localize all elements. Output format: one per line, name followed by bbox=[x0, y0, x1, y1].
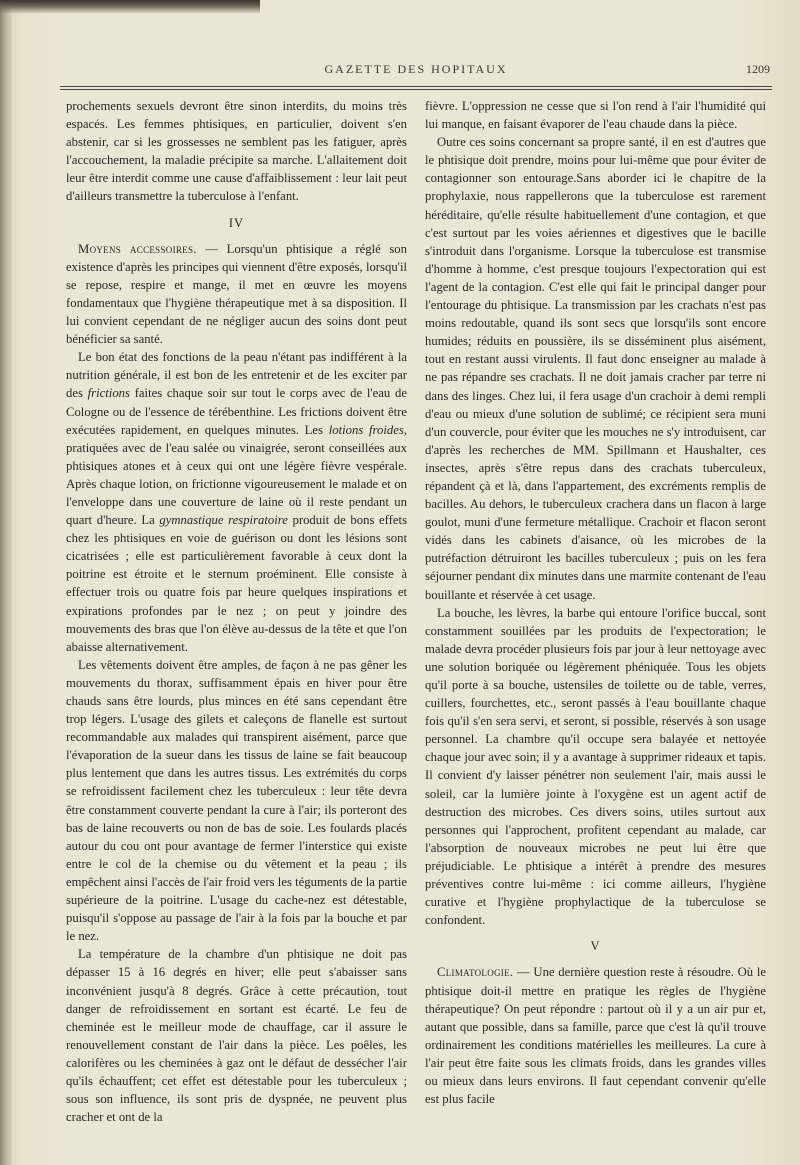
running-title: GAZETTE DES HOPITAUX bbox=[324, 62, 508, 76]
paragraph-text: Le bon état des fonctions de la peau n'étant pas indifférent à la nutrition générale, il est bon de les entretenir et de les exciter par des bbox=[66, 350, 407, 401]
paragraph: Les vêtements doivent être amples, de façon à ne pas gêner les mouvements du thorax, suffisamment épais en hiver pour être chauds sans être lourds, plus minces en été sans cependant être trop légers. L'usage des gilets et caleçons de flanelle est surtout recommandable aux malades qui transpirent aisément, parce que l'évaporation de la sueur dans les tissus de laine se fait beaucoup plus lentement que dans les autres tissus. Les extrémités du corps se refroidissent facilement chez les tuberculeux : leur tête devra être constamment couverte pendant la cure à l'air; ils porteront des bas de laine recouverts ou non de bas de soie. Les foulards placés autour du cou ont pour avantage de fermer l'interstice qui existe entre le col de la chemise ou du vêtement et la peau ; ils empêchent ainsi l'accès de l'air froid vers les téguments de la partie supérieure de la poitrine. L'usage du cache-nez est détestable, puisqu'il s'oppose au passage de l'air à la fois par la bouche et par le nez. bbox=[66, 657, 407, 944]
italic-term: frictions bbox=[87, 386, 130, 401]
section-lead: Climatologie. bbox=[437, 965, 514, 980]
header-rule-bottom bbox=[60, 89, 772, 90]
paragraph: La température de la chambre d'un phtisique ne doit pas dépasser 15 à 16 degrés en hiver; elle peut s'abaisser sans inconvénient jusqu'à 8 degrés. Grâce à cette précaution, tout danger de refroidissement en sortant est écarté. Le feu de cheminée est le meilleur mode de chauffage, car il assure le renouvellement constant de l'air dans la pièce. Les poêles, les calorifères ou les cheminées à gaz ont le défaut de dessécher l'air qu'ils échauffent; cet effet est détestable pour les tuberculeux ; sous son influence, ils sont pris de dyspnée, ne peuvent plus cracher et ont de la bbox=[66, 947, 407, 1125]
section-lead: Moyens accessoires. bbox=[78, 241, 197, 256]
paragraph bbox=[66, 348, 407, 656]
paragraph-text: , pratiquées avec de l'eau salée ou vinaigrée, seront conseillées aux phtisiques atones et à ceux qui ont une légère fièvre vespérale. Après chaque lotion, on frictionne vigoureusement le malade et on l'enveloppe dans une couverture de laine où il reste pendant un quart d'heure. La bbox=[66, 422, 407, 528]
page-number: 1209 bbox=[746, 62, 770, 76]
paragraph: prochements sexuels devront être sinon interdits, du moins très espacés. Les femmes phtisiques, en particulier, doivent s'en abstenir, car si les grossesses ne semblent pas les fatiguer, après l'accouchement, la maladie précipite sa marche. L'allaitement doit leur être interdit comme une cause d'affaiblissement : leur lait peut d'ailleurs transmettre la tuberculose à l'enfant. bbox=[66, 99, 407, 204]
header-rule-top bbox=[60, 86, 772, 87]
paragraph: fièvre. L'oppression ne cesse que si l'on rend à l'air l'humidité qui lui manque, en faisant évaporer de l'eau chaude dans la pièce. bbox=[425, 99, 766, 132]
right-column bbox=[425, 97, 766, 1108]
paragraph bbox=[425, 963, 766, 1108]
paragraph: Outre ces soins concernant sa propre santé, il en est d'autres que le phtisique doit prendre, moins pour lui-même que pour éviter de contagionner son entourage.Sans aborder ici le chapitre de la prophylaxie, nous rappellerons que la tuberculose est rarement héréditaire, qu'elle résulte habituellement d'une contagion, et que c'est surtout par les voies aériennes et digestives que le bacille s'introduit dans l'organisme. Lorsque la tuberculose est transmise d'homme à homme, c'est presque toujours l'expectoration qui est l'agent de la contagion. C'est elle qui fait le principal danger pour l'entourage du phtisique. La transmission par les crachats n'est pas moins redoutable, quand ils sont secs que lorsqu'ils sont encore humides; réduits en poussière, ils se disséminent plus aisément, tout en restant aussi virulents. Il faut donc enseigner au malade à ne pas répandre ses crachats. Il ne doit jamais cracher par terre ni dans des linges. Chez lui, il fera usage d'un crachoir à demi rempli d'eau ou mieux d'une solution de sublimé; ce récipient sera muni d'un couvercle, pour éviter que les mouches ne s'y introduisent, car d'après les recherches de MM. Spillmann et Haushalter, ces insectes, après s'être repus dans des crachats tuberculeux, répandent çà et là, dans l'appartement, des excréments remplis de bacilles. Au dehors, le tuberculeux crachera dans un flacon à large goulot, muni d'une fermeture métallique. Crachoir et flacon seront vidés dans les cabinets d'aisance, où les microbes de la putréfaction détruiront les bacilles tuberculeux ; puis on les fera séjourner pendant dix minutes dans une marmite contenant de l'eau bouillante et réservée à cet usage. bbox=[425, 135, 766, 602]
paragraph-text: — Lorsqu'un phtisique a réglé son existence d'après les principes qui viennent d'être exposés, lorsqu'il se repose, respire et mange, il met en œuvre les moyens fondamentaux que l'hygiène thérapeutique met à sa disposition. Il lui convient cependant de ne négliger aucun des soins dont peut bénéficier sa santé. bbox=[66, 241, 407, 347]
section-numeral-v: V bbox=[590, 939, 601, 954]
italic-term: gymnastique respiratoire bbox=[159, 513, 288, 528]
paragraph: La bouche, les lèvres, la barbe qui entoure l'orifice buccal, sont constamment souillées par les produits de l'expectoration; le malade devra procéder plusieurs fois par jour à leur nettoyage avec une solution boriquée ou légèrement phéniquée. Tous les objets qu'il porte à sa bouche, ustensiles de toilette ou de table, verres, cuillers, fourchettes, etc., seront passés à l'eau bouillante chaque fois qu'il s'en sera servi, et seront, si possible, réservés à son usage personnel. La chambre qu'il occupe sera balayée et nettoyée chaque jour avec soin; il y a avantage à supprimer rideaux et tapis. Il convient d'y laisser pénétrer non seulement l'air, mais aussi le soleil, car la lumière jointe à l'oxygène est un agent actif de destruction des microbes. Ces divers soins, utiles surtout aux personnes qui l'approchent, profitent cependant au malade, car l'absorption de nouveaux microbes ne peut lui être que préjudiciable. Le phtisique a intérêt à prendre des mesures préventives contre lui-même : ici comme ailleurs, l'hygiène curative et l'hygiène prophylactique de la tuberculose se confondent. bbox=[425, 605, 766, 928]
scan-edge-shadow bbox=[0, 0, 260, 14]
left-column bbox=[66, 97, 407, 1126]
page-binding-edge bbox=[0, 0, 12, 1165]
paragraph-text: faites chaque soir sur tout le corps avec de l'eau de Cologne ou de l'essence de térébenthine. Les frictions doivent être exécutées rapidement, en quelques minutes. Les bbox=[66, 386, 407, 437]
paragraph bbox=[66, 240, 407, 349]
paragraph-text: — Une dernière question reste à résoudre. Où le phtisique doit-il mettre en pratique les règles de l'hygiène thérapeutique? On peut répondre : partout où il y a un air pur et, autant que possible, dans sa famille, parce que c'est là qu'il trouve ordinairement les conditions matérielles les meilleures. La cure à l'air peut être faite sous les climats froids, dans les grandes villes ou mieux dans leurs environs. Il faut cependant convenir qu'elle est plus facile bbox=[425, 965, 766, 1107]
section-numeral-iv: IV bbox=[228, 215, 245, 230]
italic-term: lotions froides bbox=[328, 422, 404, 437]
page-header bbox=[60, 62, 772, 82]
paragraph-text: produit de bons effets chez les phtisiques en voie de guérison ou dont les lésions sont cicatrisées ; elle est particulièrement favorable à ceux dont la poitrine est étroite et le sternum proéminent. Elle consiste à effectuer trois ou quatre fois par heure quelques inspirations et expirations profondes par le nez ; on peut y joindre des mouvements des bras que l'on élève au-dessus de la tête et que l'on abaisse alternativement. bbox=[66, 513, 408, 654]
